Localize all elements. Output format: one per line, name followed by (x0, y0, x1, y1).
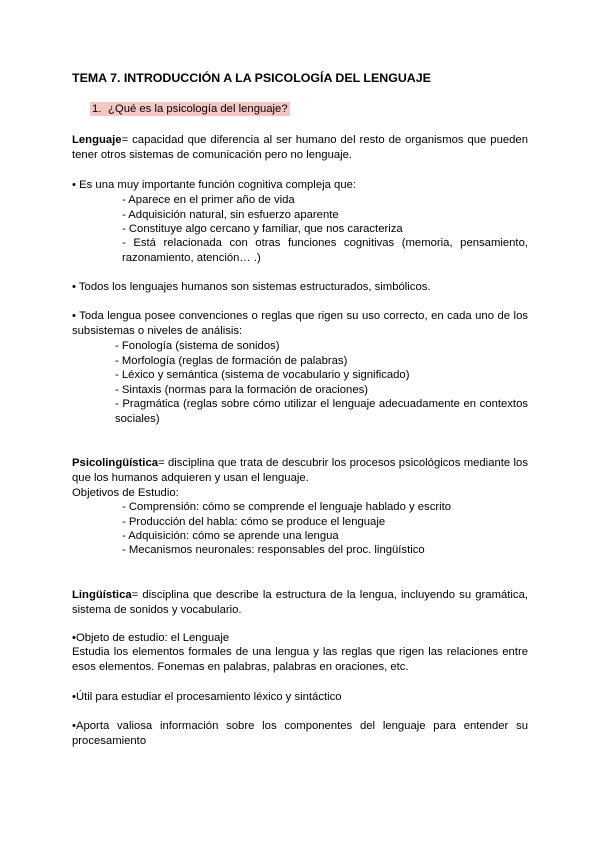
objetivos-label: Objetivos de Estudio: (72, 487, 179, 499)
list-item: - Pragmática (reglas sobre cómo utilizar el lenguaje adecuadamente en contextos sociales) (115, 398, 528, 425)
util-bullet: •Útil para estudiar el procesamiento léxico y sintáctico (72, 691, 342, 703)
bullet-funcion-cognitiva: • Es una muy importante función cognitiva compleja que: (72, 179, 357, 191)
bullet-sistemas-estructurados: • Todos los lenguajes humanos son sistemas estructurados, simbólicos. (72, 281, 431, 293)
psicolinguistica-term: Psicolingüística (72, 457, 159, 469)
list-item: - Adquisición natural, sin esfuerzo aparente (122, 209, 339, 221)
psicolinguistica-definition (72, 456, 528, 486)
list-item: - Está relacionada con otras funciones cognitivas (memoria, pensamiento, razonamiento, atención… .) (122, 237, 528, 264)
list-item: - Producción del habla: cómo se produce el lenguaje (122, 516, 386, 528)
section-number: 1. (92, 103, 102, 115)
list-item: - Aparece en el primer año de vida (122, 194, 295, 206)
lenguaje-term: Lenguaje (72, 134, 122, 146)
psicolinguistica-definition-text: = disciplina que trata de descubrir los procesos psicológicos mediante los que los humanos adquieren y usan el lenguaje. (72, 457, 528, 484)
objeto-estudio-label: •Objeto de estudio: el Lenguaje (72, 632, 230, 644)
aporta-bullet: •Aporta valiosa información sobre los componentes del lenguaje para entender su procesamiento (72, 720, 528, 747)
list-item: - Léxico y semántica (sistema de vocabulario y significado) (115, 369, 410, 381)
list-item: - Mecanismos neuronales: responsables del proc. lingüístico (122, 544, 425, 556)
list-item: - Fonología (sistema de sonidos) (115, 340, 280, 352)
linguistica-definition-text: = disciplina que describe la estructura de la lengua, incluyendo su gramática, sistema de sonidos y vocabulario. (72, 589, 528, 616)
list-item: - Morfología (reglas de formación de palabras) (115, 355, 348, 367)
objeto-estudio-text: Estudia los elementos formales de una lengua y las reglas que rigen las relaciones entre esos elementos. Fonemas en palabras, palabras en oraciones, etc. (72, 646, 528, 673)
section-label: ¿Qué es la psicología del lenguaje? (108, 103, 288, 115)
page-title: TEMA 7. INTRODUCCIÓN A LA PSICOLOGÍA DEL LENGUAJE (72, 71, 431, 85)
section-heading-highlight (90, 102, 290, 116)
section-heading (90, 102, 546, 117)
linguistica-definition (72, 588, 528, 618)
lenguaje-definition (72, 133, 528, 163)
list-item: - Sintaxis (normas para la formación de oraciones) (115, 384, 369, 396)
bullet-convenciones: • Toda lengua posee convenciones o reglas que rigen su uso correcto, en cada uno de los subsistemas o niveles de análisis: (72, 310, 528, 337)
list-item: - Comprensión: cómo se comprende el lenguaje hablado y escrito (122, 501, 452, 513)
lenguaje-definition-text: = capacidad que diferencia al ser humano del resto de organismos que pueden tener otros sistemas de comunicación pero no lenguaje. (72, 134, 528, 161)
list-item: - Constituye algo cercano y familiar, que nos caracteriza (122, 223, 403, 235)
list-item: - Adquisición: cómo se aprende una lengua (122, 530, 339, 542)
linguistica-term: Lingüística (72, 589, 132, 601)
